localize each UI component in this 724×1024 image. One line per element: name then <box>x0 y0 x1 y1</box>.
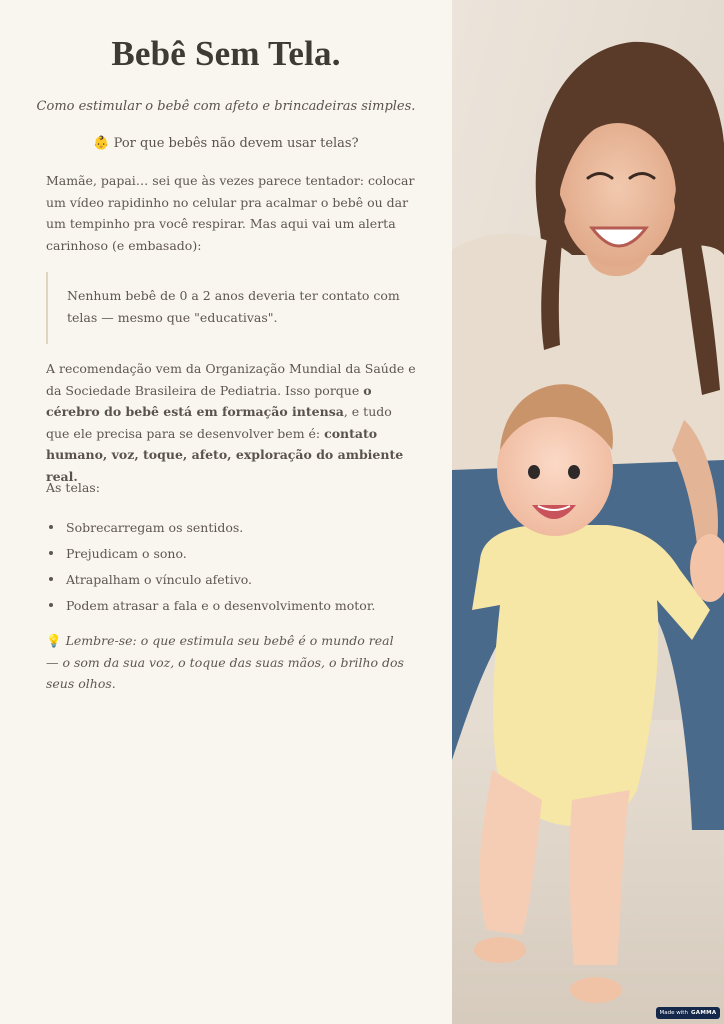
bullet-icon <box>49 551 53 555</box>
reminder-paragraph <box>46 630 406 695</box>
highlight-quote: Nenhum bebê de 0 a 2 anos deveria ter contato com telas — mesmo que "educativas". <box>46 272 418 344</box>
intro-paragraph: Mamãe, papai… sei que às vezes parece tentador: colocar um vídeo rapidinho no celular pra acalmar o bebê ou dar um tempinho pra você respirar. Mas aqui vai um alerta carinhoso (e embasado): <box>46 173 415 253</box>
recommendation-bold-1: o cérebro do bebê está em formação intensa <box>46 382 372 419</box>
question-text: Por que bebês não devem usar telas? <box>113 136 359 151</box>
page-title: Bebê Sem Tela. <box>111 34 341 73</box>
list-item: Sobrecarregam os sentidos. <box>46 514 426 540</box>
section-question <box>0 136 452 151</box>
list-item: Prejudicam o sono. <box>46 540 426 566</box>
reminder-text: Lembre-se: o que estimula seu bebê é o mundo real — o som da sua voz, o toque das suas mãos, o brilho dos seus olhos. <box>46 633 404 691</box>
mother-baby-photo <box>452 0 724 1024</box>
list-item: Atrapalham o vínculo afetivo. <box>46 566 426 592</box>
baby-emoji-icon: 👶 <box>93 136 110 151</box>
bullet-icon <box>49 603 53 607</box>
screens-effects-list <box>46 514 426 618</box>
made-with-badge[interactable] <box>656 1007 720 1019</box>
recommendation-bold-2: contato humano, voz, toque, afeto, exploração do ambiente real. <box>46 425 404 484</box>
page-subtitle: Como estimular o bebê com afeto e brincadeiras simples. <box>36 99 416 114</box>
bullet-icon <box>49 525 53 529</box>
recommendation-text-1: A recomendação vem da Organização Mundial da Saúde e da Sociedade Brasileira de Pediatria. Isso porque <box>46 361 416 398</box>
bullet-icon <box>49 577 53 581</box>
screens-heading: As telas: <box>46 480 100 495</box>
recommendation-text-2: , e tudo que ele precisa para se desenvolver bem é: <box>46 404 392 441</box>
badge-brand: GAMMA <box>690 1010 717 1016</box>
lightbulb-icon: 💡 <box>46 633 62 648</box>
recommendation-paragraph <box>46 358 418 487</box>
badge-prefix: Made with <box>659 1010 688 1016</box>
list-item: Podem atrasar a fala e o desenvolvimento motor. <box>46 592 426 618</box>
